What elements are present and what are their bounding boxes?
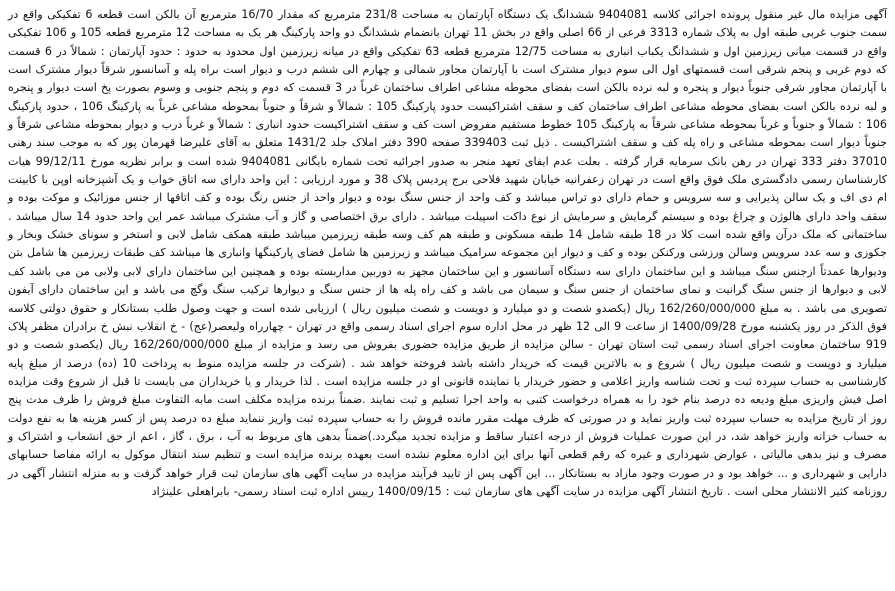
notice-body-text: آگهی مزایده مال غیر منقول پرونده اجرائی کلاسه 9404081 ششدانگ یک دستگاه آپارتمان به مساحت 231/8 مترمربع که مقدار 16/70 مترمربع آن بالکن است قطعه 6 تفکیکی واقع در سمت جنوب غربی طبقه اول به پلاک شماره 3313 فرعی از 66 اصلی واقع در بخش 11 تهران بانضمام ششدانگ دو واحد پارکینگ هر یک به مساحت 12 مترمربع قطعه 105 و 106 تفکیکی واقع در قسمت میانی زیرزمین اول و ششدانگ یکباب انباری به مساحت 12/75 مترمربع قطعه 63 تفکیکی واقع در میانه زیرزمین اول محدود به حدود : حدود آپارتمان : شمالاً در 6 قسمت که دوم غربی و پنجم شرقی است قسمتهای اول الی سوم دیوار مشترک است با آپارتمان مجاور شمالی و چهارم الی ششم درب و دیوار است براه پله و آسانسور شرقاً دیوار مشترک است با آپارتمان مجاور شرقی جنوباً دیوار و پنجره و لبه نرده بالکن است بفضای محوطه مشاعی اطراف ساختمان غرباً در 3 قسمت که دوم و پنجم جنوبی و وسوم بصورت پخ است دیوار و پنجره و لبه نرده بالکن است بفضای محوطه مشاعی اطراف ساختمان کف و سقف اشتراکیست حدود پارکینگ 105 : شمالاً و شرقاً و جنوباً بمحوطه مشاعی غرباً به پارکینگ 106 ، حدود پارکینگ 106 : شمالاً و جنوباً و غرباً بمحوطه مشاعی شرقاً به پارکینگ 105 خطوط مستقیم مفروض است کف و سقف اشتراکیست حدود انباری : شمالاً و غرباً درب و دیوار بمحوطه مشاعی شرقاً و جنوباً دیوار است بمحوطه مشاعی و راه پله کف و سقف اشتراکیست . ذیل ثبت 339403 صفحه 390 دفتر املاک جلد 1431/2 متعلق به آقای علیرضا قهرمان پور که به موجب سند رهنی 37010 دفتر 333 تهران در رهن بانک سرمایه قرار گرفته . بعلت عدم ایفای تعهد منجر به صدور اجرائیه تحت شماره بایگانی 9404081 شده است و برابر نظریه مورخ 99/12/11 هیات کارشناسان رسمی دادگستری ملک فوق واقع است در تهران زعفرانیه خیابان شهید فلاحی برج پردیس پلاک 38 و مورد ارزیابی : این واحد دارای سه اتاق خواب و یک آشپزخانه اوپن با کابینت ام دی اف و یک سالن پذیرایی و سه سرویس و حمام دارای دو تراس میباشد و کف واحد از جنس سنگ بوده و دیوار واحد از جنس رنگ بوده و کف اتاقها از جنس موزائیک و موکت بوده و سقف واحد دارای هالوژن و چراغ بوده و سیستم گرمایش و سرمایش از نوع داکت اسپیلت میباشد . دارای برق اختصاصی و گاز و آب مشترک میباشد عمر این واحد حدود 14 سال میباشد . ساختمانی که ملک درآن واقع شده است کلا در 18 طبقه شامل 14 طبقه مسکونی و طبقه هم کف وسه طبقه زیرزمین میباشد طبقه همکف شامل لابی و استخر و سونای خشک وبخار و جکوزی و سه عدد سرویس وسالن ورزشی ورکنکن بوده و کف و دیوار این مجموعه سرامیک میباشد و زیرزمین ها شامل فضای پارکینگها وانباری ها میباشد کف طبقات زیرزمین ها شامل بتن ودیوارها عمدتاً ازجنس سنگ میباشد و این ساختمان دارای سه دستگاه آسانسور و این ساختمان مجهز به دوربین مداربسته بوده و همچنین این ساختمان دارای لابی ولابی من می باشد کف لابی و دیوارها از جنس سنگ گرانیت و نمای ساختمان از جنس سنگ و سیمان می باشد و کف راه پله ها از جنس سنگ و دیوارها ترکیب سنگ وگچ می باشد و این ساختمان دارای آیفون تصویری می باشد . به مبلغ 162/260/000/000 ریال (یکصدو شصت و دو میلیارد و دویست و شصت میلیون ریال ) ارزیابی شده است و جهت وصول طلب بستانکار و حقوق دولتی کلاسه فوق الذکر در روز یکشنبه مورخ 1400/09/28 از ساعت 9 الی 12 ظهر در محل اداره سوم اجرای اسناد رسمی واقع در تهران - چهارراه ولیعصر(عج) - خ انقلاب نبش خ برادران مظفر پلاک 919 ساختمان معاونت اجرای اسناد رسمی ثبت استان تهران - سالن مزایده از طریق مزایده حضوری بفروش می رسد و مزایده از مبلغ 162/260/000/000 ریال (یکصدو شصت و دو میلیارد و دویست و شصت میلیون ریال ) شروع و به بالاترین قیمت که خریدار داشته باشد فروخته خواهد شد . (شرکت در جلسه مزایده منوط به پرداخت 10 (ده) درصد از مبلغ پایه کارشناسی به حساب سپرده ثبت و تحت شناسه واریز اعلامی و حضور خریدار یا نماینده قانونی او در جلسه مزایده است . لذا خریدار و یا خریداران می بایست تا قبل از شروع وقت مزایده اصل فیش واریزی مبلغ ودیعه ده درصد بنام خود را به همراه درخواست کتبی به واحد اجرا تسلیم و ثبت نمایند .ضمناً برنده مزایده مکلف است مابه التفاوت مبلغ فروش را ظرف مدت پنج روز از تاریخ مزایده به حساب سپرده ثبت واریز نماید و در صورتی که ظرف مهلت مقرر مانده فروش را به حساب سپرده ثبت واریز ننماید مبلغ ده درصد پس از کسر هزینه ها به نفع دولت به حساب خزانه واریز خواهد شد، در این صورت عملیات فروش از درجه اعتبار ساقط و مزایده تجدید میگردد.)ضمناً بدهی های مربوط به آب ، برق ، گاز ، اعم از حق انشعاب و اشتراک و مصرف و نیز بدهی مالیاتی ، عوارض شهرداری و غیره که رقم قطعی آنها برای این اداره معلوم نشده است بعهده برنده مزایده است و تنظیم سند انتقال موکول به ارائه مفاصا حسابهای دارایی و شهرداری و ... خواهد بود و در صورت وجود مازاد به بستانکار ... این آگهی پس از تایید فرآیند مزایده در سایت آگهی های سازمان ثبت قرار خواهد گرفت و به منزله انتشار آگهی در روزنامه کثیر الانتشار محلی است . تاریخ انتشار آگهی مزایده در سایت آگهی های سازمان ثبت : 1400/09/15 رییس اداره ثبت اسناد رسمی- بابراهعلی علینژاد [8, 8, 888, 498]
